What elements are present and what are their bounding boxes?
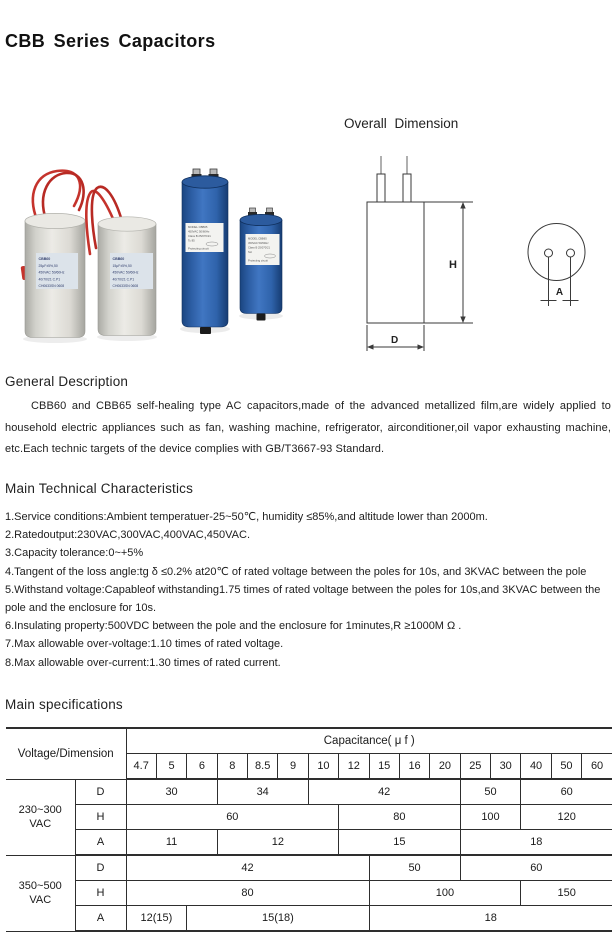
capacitor-label-line: Protecting circuit [248,259,268,263]
dimension-row-label: H [75,805,126,830]
spec-cell: 34 [217,779,308,805]
column-header: 30 [491,754,521,780]
capacitor-white-small [86,187,156,336]
spec-cell: 15(18) [187,906,369,932]
bottom-stud [257,314,266,321]
capacitor-label-line: 40/70/21 C.P1 [38,277,61,282]
capacitor-label-line: 25μF±5%,50 [38,263,58,268]
capacitor-label-line: MODEL CBB65 [248,237,267,241]
technical-item: 6.Insulating property:500VDC between the pole and the enclosure for 1minutes,R ≥1000M Ω . [5,620,462,633]
capacitor-top [240,214,282,225]
technical-item: 4.Tangent of the loss angle:tg δ ≤0.2% at20℃ of rated voltage between the poles for 10s, and 3KVAC between the pole [5,565,587,578]
dimension-row-label: D [75,855,126,881]
column-header: 8 [217,754,247,780]
column-header: 15 [369,754,399,780]
general-description-heading: General Description [5,374,129,389]
spec-cell: 18 [369,906,612,932]
spec-cell: 100 [460,805,521,830]
capacitor-outline [367,202,424,323]
overall-dimension-heading: Overall Dimension [344,116,459,131]
specifications-table-wrap [6,727,612,932]
bottom-stud [200,327,211,334]
capacitor-label-line: CH0633SN 0608 [38,284,65,289]
pin-hole [545,249,553,257]
specifications-table [6,727,612,932]
capacitor-top [25,213,85,228]
dimension-arrowheads [367,202,466,350]
spec-cell: 80 [126,881,369,906]
technical-item: 3.Capacity tolerance:0~+5% [5,547,144,560]
table-corner-header: Voltage/Dimension [6,728,126,779]
technical-item: 5.Withstand voltage:Capableof withstanding1.75 times of rated voltage between the poles for 10s,and 3KVAC between the pole and the enclosure for 10s. [5,583,601,615]
column-header: 20 [430,754,460,780]
voltage-line: 350~500 [18,880,62,892]
capacitor-blue-short [240,208,282,321]
d-dimension-label: D [391,335,399,346]
column-header: 5 [156,754,186,780]
spec-cell: 42 [308,779,460,805]
column-header: 9 [278,754,308,780]
capacitance-header: Capacitance( μ f ) [126,728,612,754]
column-header: 6 [187,754,217,780]
voltage-line: VAC [29,894,52,906]
voltage-line: 230~300 [18,804,62,816]
capacitor-white-large [21,171,85,338]
capacitor-label-line: 450VAC 50/60Hz [248,242,269,245]
capacitor-label-line: CBB60 [38,257,51,261]
spec-cell: 30 [126,779,217,805]
capacitor-label-line: 450VAC 50/60Hz [38,270,65,275]
column-header: 60 [582,754,612,780]
spec-cell: 60 [126,805,339,830]
capacitor-label-line: 450VAC 50/60Hz [188,229,210,234]
dimension-side-view [367,156,473,351]
dimension-row-label: A [75,830,126,856]
spec-cell: 60 [460,855,612,881]
spec-cell: 120 [521,805,612,830]
capacitor-top [98,217,156,231]
capacitor-label-line: Class B 25/070/21 [248,246,270,250]
spec-cell: 42 [126,855,369,881]
specifications-heading: Main specifications [5,697,123,712]
voltage-group-label [6,779,75,855]
capacitor-label-line: MODEL CBB65 [188,225,208,229]
capacitor-top [182,176,228,188]
terminal-pin [377,174,385,202]
capacitor-top-outline [528,224,585,281]
spec-cell: 100 [369,881,521,906]
a-dimension-label: A [555,287,564,298]
voltage-group-label [6,855,75,931]
product-photo [10,150,330,350]
technical-item: 2.Ratedoutput:230VAC,300VAC,400VAC,450VAC. [5,529,251,542]
capacitor-label-line: 450VAC 50/60Hz [112,270,139,275]
spec-cell: 15 [339,830,461,856]
dimension-row-label: H [75,881,126,906]
terminal-pin [403,174,411,202]
spec-cell: 18 [460,830,612,856]
spec-cell: 50 [460,779,521,805]
column-header: 16 [399,754,429,780]
capacitor-blue-tall [182,169,228,334]
capacitor-label-line: Class B 25/070/21 [188,234,211,238]
column-header: 4.7 [126,754,156,780]
column-header: 10 [308,754,338,780]
spec-cell: 80 [339,805,461,830]
capacitor-label-line: CH0633SN 0608 [112,284,139,289]
capacitor-label-line: Tc 85 [188,238,195,243]
spec-cell: 50 [369,855,460,881]
capacitor-label-line: SH [248,251,252,254]
column-header: 25 [460,754,490,780]
column-header: 12 [339,754,369,780]
technical-item: 1.Service conditions:Ambient temperatuer-25~50℃, humidity ≤85%,and altitude lower than 2000m. [5,511,488,523]
spec-cell: 150 [521,881,612,906]
dimension-drawing [330,140,615,370]
voltage-line: VAC [29,818,52,830]
spec-cell: 11 [126,830,217,856]
column-header: 40 [521,754,551,780]
spec-cell: 12 [217,830,339,856]
capacitor-label-line: CBB60 [112,257,125,261]
column-header: 50 [551,754,581,780]
technical-item: 7.Max allowable over-voltage:1.10 times of rated voltage. [5,638,284,651]
technical-heading: Main Technical Characteristics [5,481,194,496]
column-header: 8.5 [248,754,278,780]
technical-list [5,508,612,672]
spec-cell: 60 [521,779,612,805]
dimension-row-label: D [75,779,126,805]
general-description-paragraph: CBB60 and CBB65 self-healing type AC capacitors,made of the advanced metallized film,are widely applied to household electric appliances such as fan, washing machine, refrigerator, airconditioner,oil vapor exhausting machine, etc.Each technic targets of the device complies with GB/T3667-93 Standard. [5,400,611,455]
red-wire [33,171,80,220]
capacitor-label-line: Protecting circuit [188,246,209,251]
pin-hole [567,249,575,257]
page-title: CBB Series Capacitors [5,31,216,51]
capacitor-body [182,182,228,327]
technical-item: 8.Max allowable over-current:1.30 times of rated current. [5,656,281,669]
spec-cell: 12(15) [126,906,187,932]
h-dimension-label: H [449,259,457,271]
dimension-row-label: A [75,906,126,932]
capacitor-label-line: 40/70/21 C.P1 [112,277,135,282]
capacitor-label-line: 15μF±5%,50 [112,263,132,268]
